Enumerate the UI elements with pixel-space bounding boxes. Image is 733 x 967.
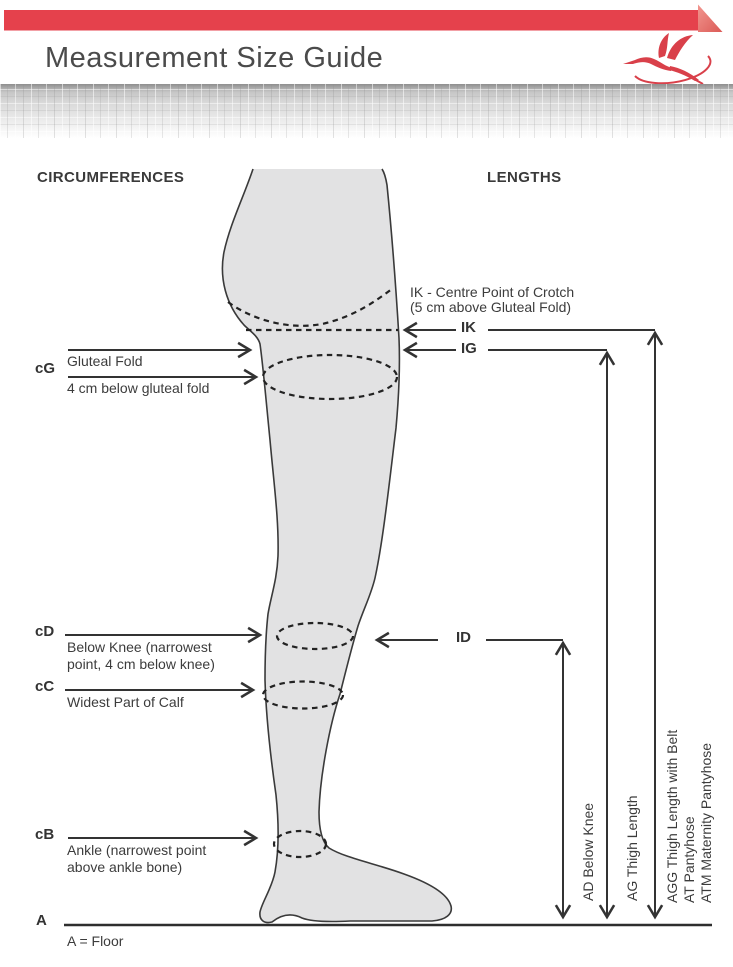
cb-label-line2: above ankle bone)	[67, 859, 183, 875]
cd-label-line1: Below Knee (narrowest	[67, 639, 212, 655]
floor-label: A = Floor	[67, 933, 124, 949]
at-pantyhose-label: AT Pantyhose	[681, 816, 697, 903]
ik-code: IK	[461, 319, 476, 336]
ik-note-line2: (5 cm above Gluteal Fold)	[410, 299, 572, 315]
cg-label-below-gluteal: 4 cm below gluteal fold	[67, 380, 210, 396]
cd-code: cD	[35, 623, 55, 640]
leg-silhouette	[222, 169, 451, 923]
ag-thigh-length-label: AG Thigh Length	[624, 795, 640, 901]
cd-label-line2: point, 4 cm below knee)	[67, 656, 215, 672]
cg-code: cG	[35, 360, 56, 377]
cb-code: cB	[35, 826, 55, 843]
cc-code: cC	[35, 678, 55, 695]
agg-thigh-length-belt-label: AGG Thigh Length with Belt	[664, 729, 680, 903]
cg-label-gluteal-fold: Gluteal Fold	[67, 353, 143, 369]
lengths-heading: LENGTHS	[487, 169, 562, 186]
page-title: Measurement Size Guide	[45, 42, 384, 74]
cc-label: Widest Part of Calf	[67, 694, 184, 710]
floor-code: A	[36, 912, 47, 929]
circumferences-heading: CIRCUMFERENCES	[37, 169, 185, 186]
ad-below-knee-label: AD Below Knee	[580, 802, 596, 901]
ik-note-line1: IK - Centre Point of Crotch	[410, 284, 575, 300]
atm-maternity-pantyhose-label: ATM Maternity Pantyhose	[698, 742, 714, 903]
cb-label-line1: Ankle (narrowest point	[67, 842, 207, 858]
ig-code: IG	[461, 340, 477, 357]
id-code: ID	[456, 629, 471, 646]
